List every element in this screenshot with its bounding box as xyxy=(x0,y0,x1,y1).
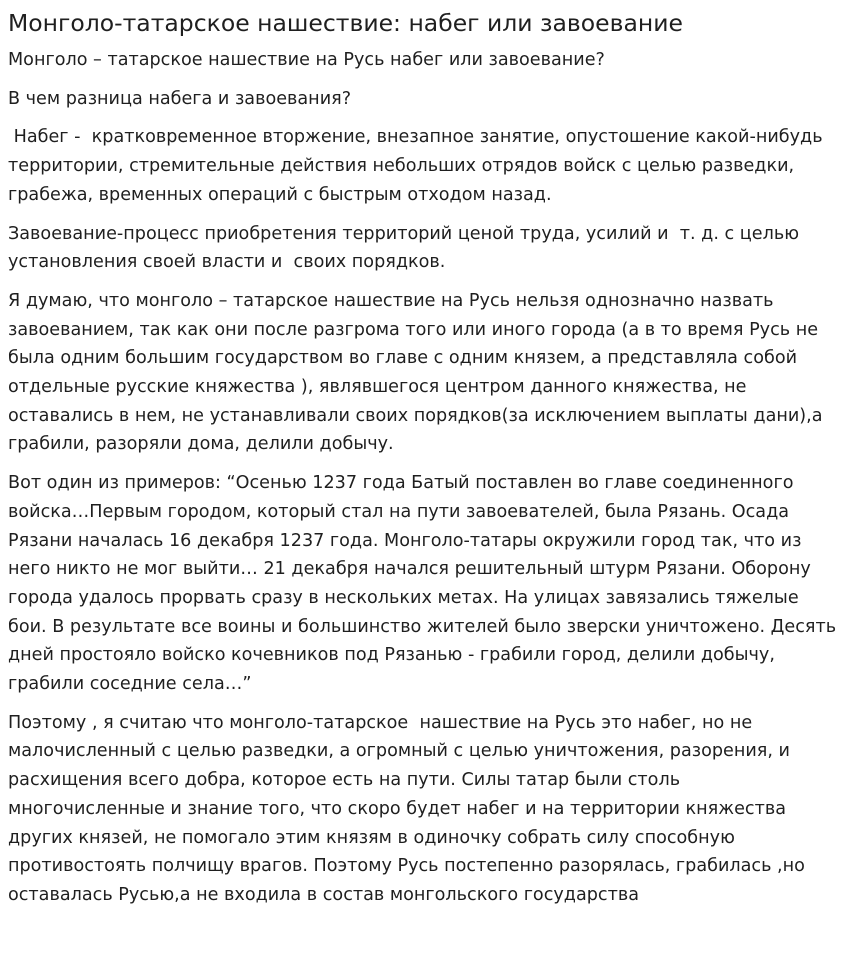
example-paragraph: Вот один из примеров: “Осенью 1237 года Батый поставлен во главе соединенного войска…Первым городом, который стал на пути завоевателей, была Рязань. Осада Рязани началась 16 декабря 1237 года. Монголо-татары окружили город так, что из него никто не мог выйти… 21 декабря начался решительный штурм Рязани. Оборону города удалось прорвать сразу в нескольких метах. На улицах завязались тяжелые бои. В результате все воины и большинство жителей было зверски уничтожено. Десять дней простояло войско кочевников под Рязанью - грабили город, делили добычу, грабили соседние села…” xyxy=(8,473,842,695)
opinion-paragraph: Я думаю, что монголо – татарское нашествие на Русь нельзя однозначно назвать завоеванием, так как они после разгрома того или иного города (а в то время Русь не была одним большим государством во главе с одним князем, а представляла собой отдельные русские княжества ), являвшегося центром данного княжества, не оставались в нем, не устанавливали своих порядков(за исключением выплаты дани),а грабили, разоряли дома, делили добычу. xyxy=(8,290,829,455)
conquest-definition-paragraph: Завоевание-процесс приобретения территорий ценой труда, усилий и т. д. с целью установления своей власти и своих порядков. xyxy=(8,223,805,273)
raid-definition-paragraph: Набег - кратковременное вторжение, внезапное занятие, опустошение какой-нибудь территории, стремительные действия небольших отрядов войск с целью разведки, грабежа, временных операций с быстрым отходом назад. xyxy=(8,127,829,205)
question-paragraph: Монголо – татарское нашествие на Русь набег или завоевание? xyxy=(8,50,605,70)
conclusion-paragraph: Поэтому , я считаю что монголо-татарское нашествие на Русь это набег, но не малочисленный с целью разведки, а огромный с целью уничтожения, разорения, и расхищения всего добра, которое есть на пути. Силы татар были столь многочисленные и знание того, что скоро будет набег и на территории княжества других князей, не помогало этим князям в одиночку собрать силу способную противостоять полчищу врагов. Поэтому Русь постепенно разорялась, грабилась ,но оставалась Русью,а не входила в состав монгольского государства xyxy=(8,712,811,905)
article-title: Монголо-татарское нашествие: набег или завоевание xyxy=(8,9,683,37)
difference-question-paragraph: В чем разница набега и завоевания? xyxy=(8,88,352,109)
